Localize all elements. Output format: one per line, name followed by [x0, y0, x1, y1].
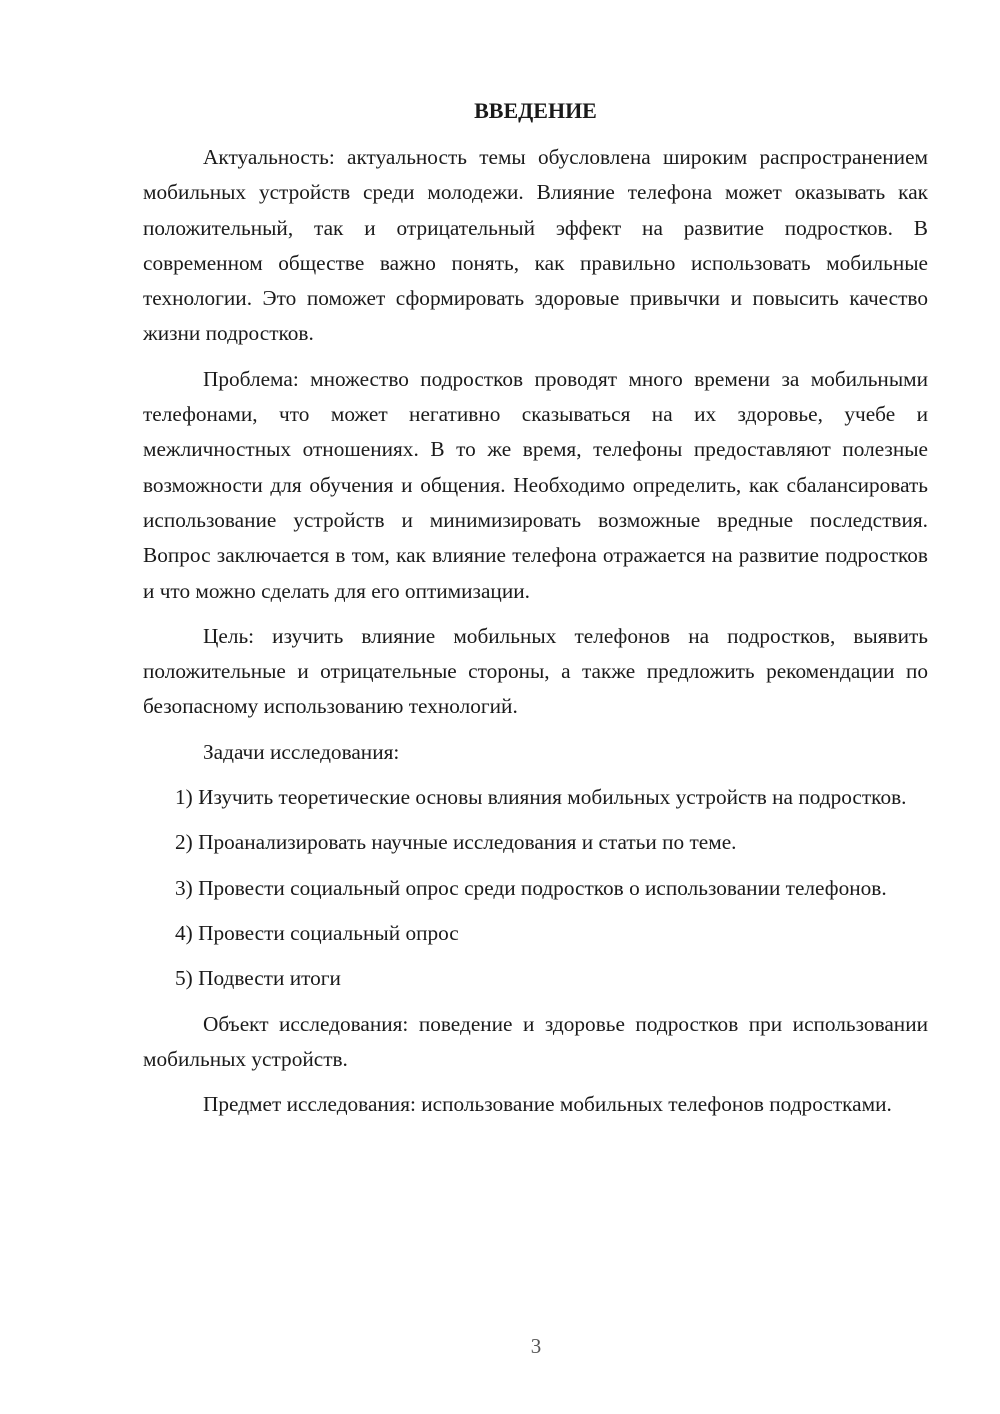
- task-item-2: 2) Проанализировать научные исследования и статьи по теме.: [175, 830, 737, 855]
- task-item-1: 1) Изучить теоретические основы влияния мобильных устройств на подростков.: [175, 785, 907, 810]
- object-paragraph: Объект исследования: поведение и здоровье подростков при использовании мобильных устройств.: [143, 1011, 928, 1071]
- task-item-5: 5) Подвести итоги: [175, 966, 341, 991]
- problem-paragraph: Проблема: множество подростков проводят много времени за мобильными телефонами, что может негативно сказываться на их здоровье, учебе и межличностных отношениях. В то же время, телефоны предоставляют полезные возможности для обучения и общения. Необходимо определить, как сбалансировать использование устройств и минимизировать возможные вредные последствия. Вопрос заключается в том, как влияние телефона отражается на развитие подростков и что можно сделать для его оптимизации.: [143, 366, 928, 603]
- goal-paragraph: Цель: изучить влияние мобильных телефонов на подростков, выявить положительные и отрицательные стороны, а также предложить рекомендации по безопасному использованию технологий.: [143, 623, 928, 719]
- page-content: [143, 96, 928, 1132]
- page-title: ВВЕДЕНИЕ: [474, 98, 597, 123]
- task-item-3: 3) Провести социальный опрос среди подростков о использовании телефонов.: [175, 875, 887, 900]
- task-item-4: 4) Провести социальный опрос: [175, 920, 459, 945]
- subject-paragraph: Предмет исследования: использование мобильных телефонов подростками.: [203, 1092, 892, 1117]
- relevance-paragraph: Актуальность: актуальность темы обусловлена широким распространением мобильных устройств среди молодежи. Влияние телефона может оказывать как положительный, так и отрицательный эффект на развитие подростков. В современном обществе важно понять, как правильно использовать мобильные технологии. Это поможет сформировать здоровые привычки и повысить качество жизни подростков.: [143, 145, 928, 346]
- page-number: 3: [530, 1334, 542, 1358]
- tasks-heading: Задачи исследования:: [203, 739, 400, 764]
